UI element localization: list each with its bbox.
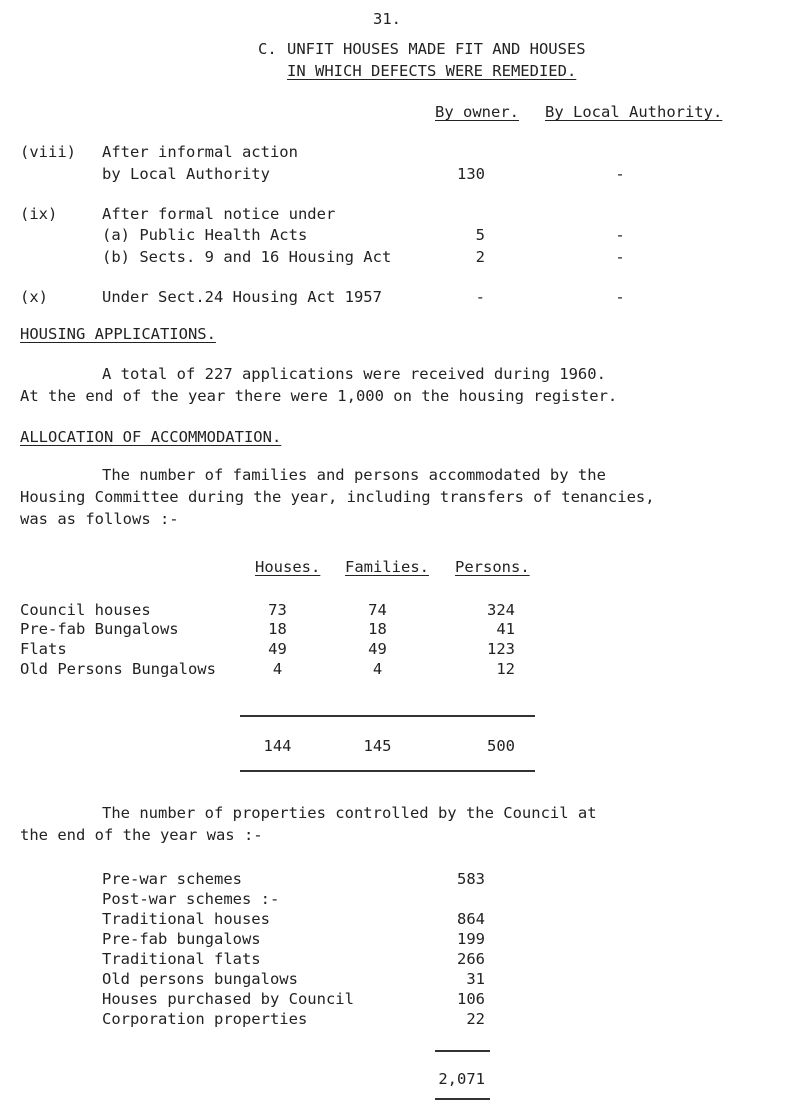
property-row-value: 22 [466, 1010, 485, 1028]
col-by-owner: By owner. [435, 103, 519, 121]
row-ix-a-text: (a) Public Health Acts [102, 226, 308, 244]
property-row-value: 31 [466, 970, 485, 988]
row-ix-b-la: - [615, 248, 625, 266]
properties-total: 2,071 [438, 1070, 485, 1088]
alloc-row-families: 4 [372, 660, 383, 678]
alloc-row-label: Council houses [20, 601, 151, 619]
property-row-label: Traditional flats [102, 950, 261, 968]
section-title-line1: UNFIT HOUSES MADE FIT AND HOUSES [287, 40, 586, 58]
col-by-local-authority: By Local Authority. [545, 103, 723, 121]
alloc-row-families: 74 [368, 601, 387, 619]
alloc-total-persons: 500 [487, 737, 515, 755]
row-ix-a-owner: 5 [475, 226, 485, 244]
alloc-row-persons: 123 [487, 640, 515, 658]
alloc-row-label: Old Persons Bungalows [20, 660, 216, 678]
alloc-total-houses: 144 [263, 737, 292, 755]
totals-rule-top [240, 715, 535, 717]
row-num-viii: (viii) [20, 143, 76, 161]
property-row-value: 106 [457, 990, 485, 1008]
allocation-heading: ALLOCATION OF ACCOMMODATION. [20, 428, 282, 446]
col-persons: Persons. [455, 558, 530, 576]
row-ix-text: After formal notice under [102, 205, 336, 223]
properties-para-line2: the end of the year was :- [20, 826, 263, 844]
row-viii-la: - [615, 165, 625, 183]
property-row-label: Pre-war schemes [102, 870, 242, 888]
property-row-value: 199 [457, 930, 485, 948]
housing-applications-line2: At the end of the year there were 1,000 on the housing register. [20, 387, 618, 405]
alloc-row-houses: 18 [268, 620, 287, 638]
allocation-para-line3: was as follows :- [20, 510, 179, 528]
alloc-row-persons: 324 [487, 601, 515, 619]
row-viii-text-2: by Local Authority [102, 165, 270, 183]
property-row-label: Traditional houses [102, 910, 270, 928]
alloc-row-families: 18 [368, 620, 387, 638]
row-x-owner: - [475, 288, 485, 306]
row-num-x: (x) [20, 288, 48, 306]
property-row-label: Post-war schemes :- [102, 890, 280, 908]
totals-rule-bottom [240, 770, 535, 772]
section-title-line2: IN WHICH DEFECTS WERE REMEDIED. [287, 62, 577, 80]
alloc-row-families: 49 [368, 640, 387, 658]
page-number: 31. [373, 10, 401, 28]
col-houses: Houses. [255, 558, 321, 576]
property-row-label: Houses purchased by Council [102, 990, 354, 1008]
row-num-ix: (ix) [20, 205, 58, 223]
property-row-value: 864 [457, 910, 485, 928]
properties-total-rule-bottom [435, 1098, 490, 1100]
property-row-value: 583 [457, 870, 485, 888]
properties-total-rule-top [435, 1050, 490, 1052]
properties-para-line1: The number of properties controlled by the Council at [102, 804, 597, 822]
col-families: Families. [345, 558, 429, 576]
property-row-value: 266 [457, 950, 485, 968]
row-x-text: Under Sect.24 Housing Act 1957 [102, 288, 382, 306]
housing-applications-heading: HOUSING APPLICATIONS. [20, 325, 216, 343]
alloc-row-houses: 49 [268, 640, 287, 658]
alloc-total-families: 145 [363, 737, 392, 755]
row-ix-b-owner: 2 [475, 248, 485, 266]
property-row-label: Old persons bungalows [102, 970, 298, 988]
row-viii-text-1: After informal action [102, 143, 298, 161]
alloc-row-houses: 4 [272, 660, 283, 678]
row-ix-b-text: (b) Sects. 9 and 16 Housing Act [102, 248, 392, 266]
alloc-row-persons: 41 [496, 620, 515, 638]
alloc-row-persons: 12 [496, 660, 515, 678]
property-row-label: Pre-fab bungalows [102, 930, 261, 948]
row-x-la: - [615, 288, 625, 306]
alloc-row-label: Flats [20, 640, 67, 658]
housing-applications-line1: A total of 227 applications were received during 1960. [102, 365, 606, 383]
alloc-row-label: Pre-fab Bungalows [20, 620, 179, 638]
property-row-label: Corporation properties [102, 1010, 308, 1028]
section-letter: C. [258, 40, 277, 58]
row-ix-a-la: - [615, 226, 625, 244]
alloc-row-houses: 73 [268, 601, 287, 619]
allocation-para-line2: Housing Committee during the year, including transfers of tenancies, [20, 488, 655, 506]
row-viii-owner: 130 [457, 165, 485, 183]
allocation-para-line1: The number of families and persons accommodated by the [102, 466, 606, 484]
